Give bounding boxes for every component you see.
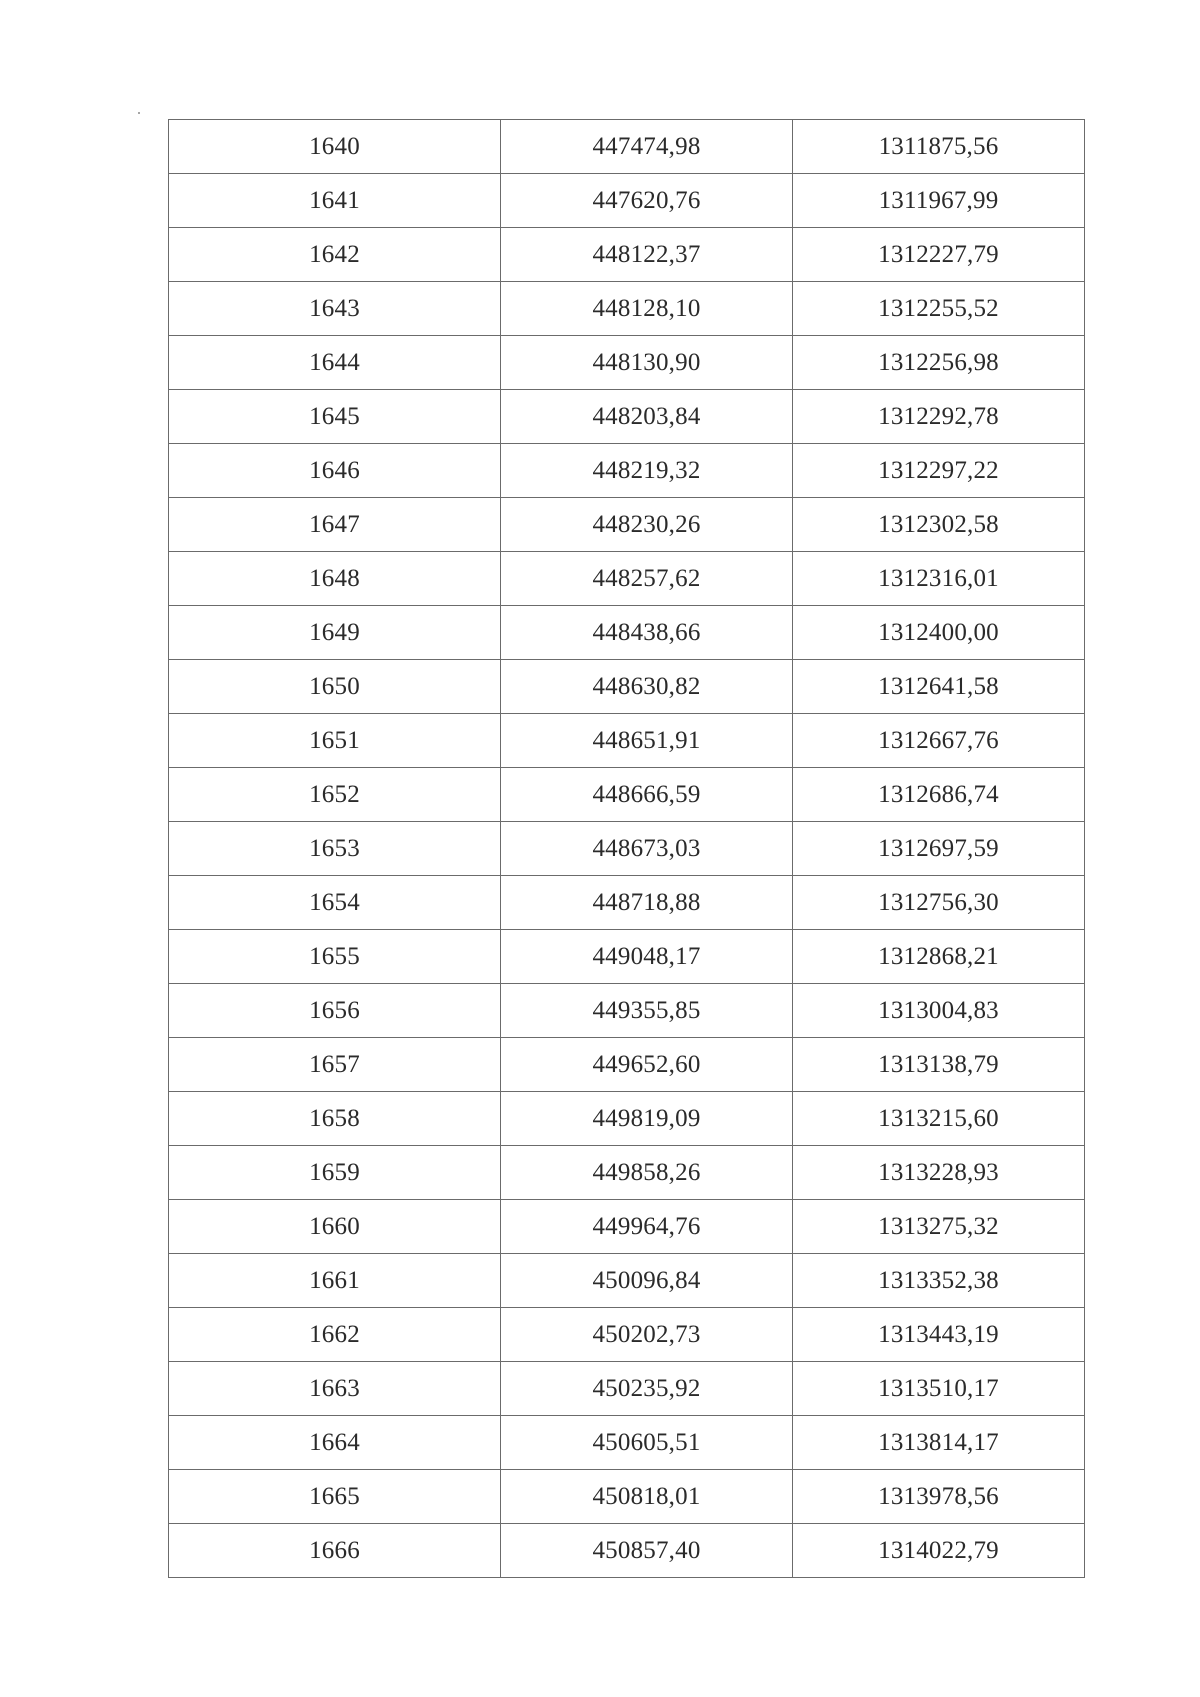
- point-number-cell: 1654: [169, 876, 501, 930]
- y-coordinate-cell: 1311967,99: [793, 174, 1085, 228]
- table-row: [169, 1362, 1085, 1416]
- x-coordinate-cell: 448673,03: [501, 822, 793, 876]
- table-row: [169, 1092, 1085, 1146]
- x-coordinate-cell: 448666,59: [501, 768, 793, 822]
- y-coordinate-cell: 1312400,00: [793, 606, 1085, 660]
- x-coordinate-cell: 449652,60: [501, 1038, 793, 1092]
- table-row: [169, 822, 1085, 876]
- table-row: [169, 336, 1085, 390]
- x-coordinate-cell: 448130,90: [501, 336, 793, 390]
- y-coordinate-cell: 1312297,22: [793, 444, 1085, 498]
- table-row: [169, 606, 1085, 660]
- y-coordinate-cell: 1314022,79: [793, 1524, 1085, 1578]
- x-coordinate-cell: 447620,76: [501, 174, 793, 228]
- y-coordinate-cell: 1313510,17: [793, 1362, 1085, 1416]
- coordinates-table-body: [169, 120, 1085, 1578]
- point-number-cell: 1655: [169, 930, 501, 984]
- y-coordinate-cell: 1312302,58: [793, 498, 1085, 552]
- point-number-cell: 1640: [169, 120, 501, 174]
- point-number-cell: 1649: [169, 606, 501, 660]
- y-coordinate-cell: 1313004,83: [793, 984, 1085, 1038]
- y-coordinate-cell: 1312667,76: [793, 714, 1085, 768]
- point-number-cell: 1656: [169, 984, 501, 1038]
- point-number-cell: 1652: [169, 768, 501, 822]
- point-number-cell: 1666: [169, 1524, 501, 1578]
- point-number-cell: 1661: [169, 1254, 501, 1308]
- x-coordinate-cell: 449964,76: [501, 1200, 793, 1254]
- x-coordinate-cell: 448122,37: [501, 228, 793, 282]
- table-row: [169, 228, 1085, 282]
- point-number-cell: 1643: [169, 282, 501, 336]
- point-number-cell: 1647: [169, 498, 501, 552]
- point-number-cell: 1641: [169, 174, 501, 228]
- point-number-cell: 1644: [169, 336, 501, 390]
- x-coordinate-cell: 448203,84: [501, 390, 793, 444]
- y-coordinate-cell: 1312255,52: [793, 282, 1085, 336]
- point-number-cell: 1651: [169, 714, 501, 768]
- y-coordinate-cell: 1313352,38: [793, 1254, 1085, 1308]
- table-row: [169, 1254, 1085, 1308]
- table-row: [169, 930, 1085, 984]
- y-coordinate-cell: 1312292,78: [793, 390, 1085, 444]
- point-number-cell: 1645: [169, 390, 501, 444]
- point-number-cell: 1660: [169, 1200, 501, 1254]
- y-coordinate-cell: 1312227,79: [793, 228, 1085, 282]
- x-coordinate-cell: 448257,62: [501, 552, 793, 606]
- x-coordinate-cell: 448219,32: [501, 444, 793, 498]
- point-number-cell: 1659: [169, 1146, 501, 1200]
- table-row: [169, 1308, 1085, 1362]
- point-number-cell: 1662: [169, 1308, 501, 1362]
- y-coordinate-cell: 1312256,98: [793, 336, 1085, 390]
- point-number-cell: 1664: [169, 1416, 501, 1470]
- x-coordinate-cell: 450202,73: [501, 1308, 793, 1362]
- y-coordinate-cell: 1312316,01: [793, 552, 1085, 606]
- table-row: [169, 552, 1085, 606]
- table-row: [169, 1524, 1085, 1578]
- y-coordinate-cell: 1313978,56: [793, 1470, 1085, 1524]
- scan-speck: [138, 112, 140, 114]
- table-row: [169, 1146, 1085, 1200]
- y-coordinate-cell: 1313443,19: [793, 1308, 1085, 1362]
- y-coordinate-cell: 1312868,21: [793, 930, 1085, 984]
- table-row: [169, 282, 1085, 336]
- point-number-cell: 1650: [169, 660, 501, 714]
- y-coordinate-cell: 1313215,60: [793, 1092, 1085, 1146]
- x-coordinate-cell: 449819,09: [501, 1092, 793, 1146]
- table-row: [169, 1470, 1085, 1524]
- x-coordinate-cell: 449355,85: [501, 984, 793, 1038]
- table-row: [169, 174, 1085, 228]
- x-coordinate-cell: 450857,40: [501, 1524, 793, 1578]
- x-coordinate-cell: 448718,88: [501, 876, 793, 930]
- table-row: [169, 768, 1085, 822]
- y-coordinate-cell: 1312756,30: [793, 876, 1085, 930]
- table-row: [169, 1038, 1085, 1092]
- x-coordinate-cell: 450235,92: [501, 1362, 793, 1416]
- x-coordinate-cell: 450605,51: [501, 1416, 793, 1470]
- point-number-cell: 1657: [169, 1038, 501, 1092]
- x-coordinate-cell: 449048,17: [501, 930, 793, 984]
- x-coordinate-cell: 449858,26: [501, 1146, 793, 1200]
- x-coordinate-cell: 448630,82: [501, 660, 793, 714]
- x-coordinate-cell: 448651,91: [501, 714, 793, 768]
- point-number-cell: 1642: [169, 228, 501, 282]
- point-number-cell: 1653: [169, 822, 501, 876]
- x-coordinate-cell: 450096,84: [501, 1254, 793, 1308]
- y-coordinate-cell: 1313138,79: [793, 1038, 1085, 1092]
- point-number-cell: 1663: [169, 1362, 501, 1416]
- coordinates-table: [168, 119, 1085, 1578]
- x-coordinate-cell: 448128,10: [501, 282, 793, 336]
- point-number-cell: 1648: [169, 552, 501, 606]
- table-row: [169, 120, 1085, 174]
- y-coordinate-cell: 1313814,17: [793, 1416, 1085, 1470]
- table-row: [169, 714, 1085, 768]
- x-coordinate-cell: 447474,98: [501, 120, 793, 174]
- y-coordinate-cell: 1311875,56: [793, 120, 1085, 174]
- table-row: [169, 498, 1085, 552]
- point-number-cell: 1665: [169, 1470, 501, 1524]
- x-coordinate-cell: 450818,01: [501, 1470, 793, 1524]
- table-row: [169, 1200, 1085, 1254]
- y-coordinate-cell: 1313228,93: [793, 1146, 1085, 1200]
- y-coordinate-cell: 1313275,32: [793, 1200, 1085, 1254]
- x-coordinate-cell: 448230,26: [501, 498, 793, 552]
- table-row: [169, 984, 1085, 1038]
- y-coordinate-cell: 1312641,58: [793, 660, 1085, 714]
- table-row: [169, 876, 1085, 930]
- table-row: [169, 1416, 1085, 1470]
- y-coordinate-cell: 1312697,59: [793, 822, 1085, 876]
- x-coordinate-cell: 448438,66: [501, 606, 793, 660]
- table-row: [169, 444, 1085, 498]
- point-number-cell: 1658: [169, 1092, 501, 1146]
- y-coordinate-cell: 1312686,74: [793, 768, 1085, 822]
- point-number-cell: 1646: [169, 444, 501, 498]
- table-row: [169, 660, 1085, 714]
- table-row: [169, 390, 1085, 444]
